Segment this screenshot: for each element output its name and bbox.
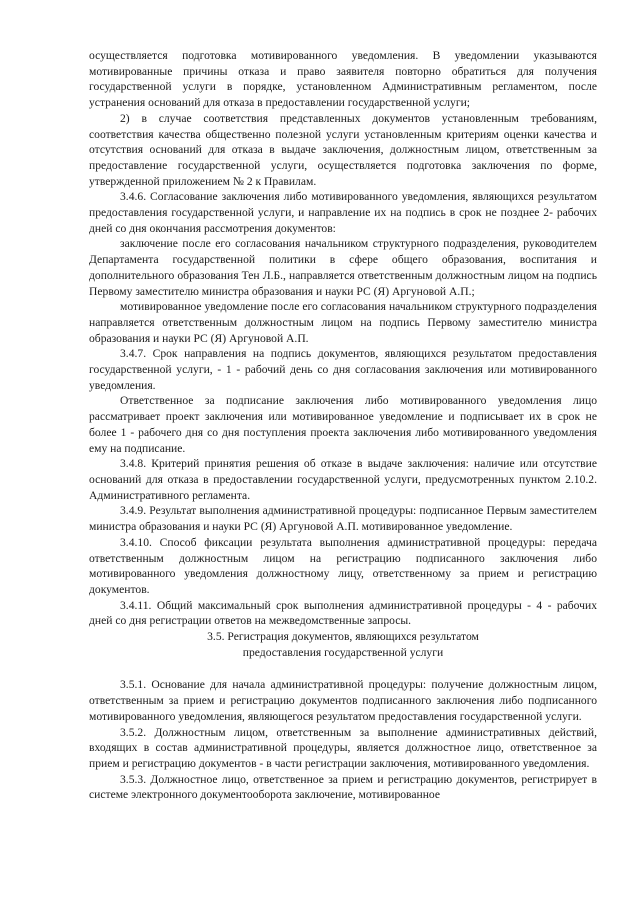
paragraph-3-4-11: 3.4.11. Общий максимальный срок выполнения административной процедуры - 4 - рабочих дней со дня регистрации ответов на межведомственные запросы. — [89, 598, 597, 628]
section-heading-line-1: 3.5. Регистрация документов, являющихся результатом — [207, 630, 479, 644]
paragraph-3-4-9: 3.4.9. Результат выполнения административной процедуры: подписанное Первым заместителем министра образования и науки РС (Я) Аргуновой А.П. мотивированное уведомление. — [89, 504, 597, 534]
paragraph-3-4-6: 3.4.6. Согласование заключения либо мотивированного уведомления, являющихся результатом предоставления государственной услуги, и направление их на подпись в срок не позднее 2- рабочих дней со дня окончания рассмотрения документов: — [89, 190, 597, 235]
paragraph-3-5-1: 3.5.1. Основание для начала административной процедуры: получение должностным лицом, ответственным за прием и регистрацию документов подписанного заключения либо подписанного мотивированного уведомления, являющегося результатом предоставления государственной услуги. — [89, 678, 597, 723]
paragraph-3-4-8: 3.4.8. Критерий принятия решения об отказе в выдаче заключения: наличие или отсутствие оснований для отказа в предоставлении государственной услуги, предусмотренных пунктом 2.10.2. Административного регламента. — [89, 457, 597, 502]
spacer — [89, 660, 597, 677]
paragraph-3-4-7: 3.4.7. Срок направления на подпись документов, являющихся результатом предоставления государственной услуги, - 1 - рабочий день со дня согласования заключения или мотивированного уведомления. — [89, 347, 597, 392]
paragraph-3-5-2: 3.5.2. Должностным лицом, ответственным за выполнение административных действий, входящих в состав административной процедуры, является должностное лицо, ответственное за прием и регистрацию документов - в части регистрации заключения, мотивированного уведомления. — [89, 725, 597, 770]
paragraph-3-4-10: 3.4.10. Способ фиксации результата выполнения административной процедуры: передача ответственным должностным лицом на регистрацию подписанного заключения либо мотивированного уведомления должностному лицу, ответственному за прием и регистрацию документов. — [89, 535, 597, 596]
section-heading-3-5 — [89, 629, 597, 660]
paragraph-item-2: 2) в случае соответствия представленных документов установленным требованиям, соответствия качества общественно полезной услуги установленным критериям оценки качества и отсутствия оснований для отказа в выдаче заключения, должностным лицом, ответственным за предоставление государственной услуги, осуществляется подготовка заключения по форме, утвержденной приложением № 2 к Правилам. — [89, 111, 597, 188]
paragraph-refusal-notice-continued: осуществляется подготовка мотивированного уведомления. В уведомлении указываются мотивированные причины отказа и право заявителя повторно обратиться для получения государственной услуги в порядке, установленном Административным регламентом, после устранения оснований для отказа в предоставлении государственной услуги; — [89, 49, 597, 110]
document-page — [89, 48, 597, 803]
section-heading-line-2: предоставления государственной услуги — [242, 645, 444, 659]
paragraph-notice-approval: мотивированное уведомление после его согласования начальником структурного подразделения направляется ответственным должностным лицом на подпись Первому заместителю министра образования и науки РС (Я) Аргуновой А.П. — [89, 300, 597, 345]
paragraph-3-5-3: 3.5.3. Должностное лицо, ответственное за прием и регистрацию документов, регистрирует в системе электронного документооборота заключение, мотивированное — [89, 772, 597, 802]
paragraph-signing: Ответственное за подписание заключения либо мотивированного уведомления лицо рассматривает проект заключения или мотивированное уведомление и подписывает их в срок не более 1 - рабочего дня со дня поступления проекта заключения либо мотивированного уведомления ему на подписание. — [89, 394, 597, 455]
paragraph-conclusion-approval: заключение после его согласования начальником структурного подразделения, руководителем Департамента государственной политики в сфере общего образования, воспитания и дополнительного образования Тен Л.Б., направляется ответственным должностным лицом на подпись Первому заместителю министра образования и науки РС (Я) Аргуновой А.П.; — [89, 237, 597, 298]
